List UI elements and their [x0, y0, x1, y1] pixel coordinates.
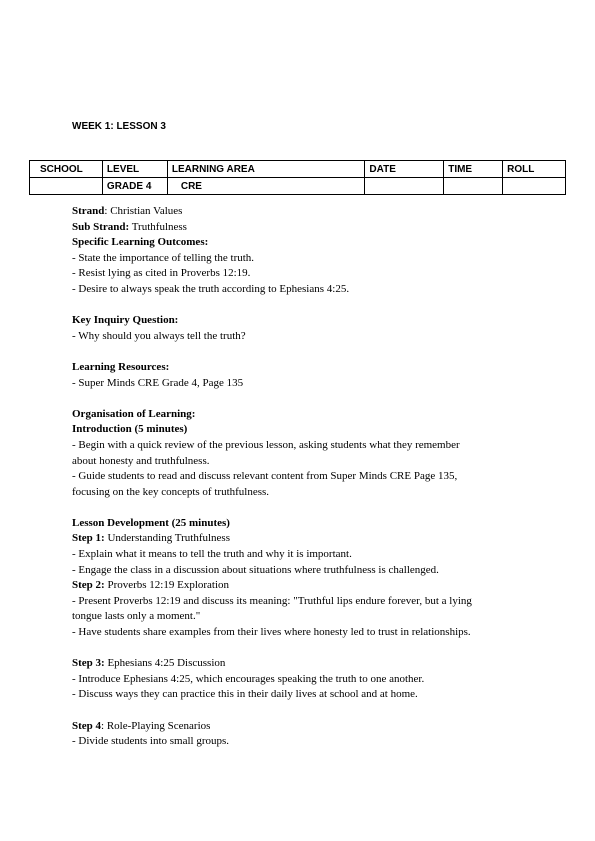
list-item: - Begin with a quick review of the previous lesson, asking students what they remember [72, 438, 460, 451]
list-item: - Desire to always speak the truth according to Ephesians 4:25. [72, 282, 350, 295]
list-item: - Guide students to read and discuss relevant content from Super Minds CRE Page 135, [72, 470, 458, 483]
strand-label: Strand [72, 205, 105, 217]
step-1-heading [72, 531, 532, 547]
table-header-row [30, 161, 566, 178]
list-item: - Discuss ways they can practice this in their daily lives at school and at home. [72, 688, 418, 701]
list-item: - Engage the class in a discussion about situations where truthfulness is challenged. [72, 563, 439, 576]
introduction-heading-text: Introduction (5 minutes) [72, 423, 188, 436]
table-cell: CRE [167, 178, 365, 195]
step-label: Step 2: [72, 579, 105, 592]
list-item: - Resist lying as cited in Proverbs 12:19. [72, 267, 251, 280]
table-cell [30, 178, 103, 195]
list-item: - Explain what it means to tell the truth and why it is important. [72, 548, 352, 561]
list-item: - Divide students into small groups. [72, 735, 230, 748]
development-heading-text: Lesson Development (25 minutes) [72, 516, 230, 529]
lesson-info-table [29, 160, 566, 195]
table-cell: GRADE 4 [102, 178, 167, 195]
resources-heading [72, 360, 532, 376]
resources-heading-text: Learning Resources: [72, 360, 170, 373]
list-item: - Have students share examples from their lives where honesty led to trust in relationships. [72, 626, 471, 639]
list-item: focusing on the key concepts of truthfulness. [72, 485, 270, 498]
step-title: Ephesians 4:25 Discussion [104, 657, 226, 670]
list-item: - Introduce Ephesians 4:25, which encourages speaking the truth to one another. [72, 672, 425, 685]
list-item: - Present Proverbs 12:19 and discuss its meaning: "Truthful lips endure forever, but a lying [72, 594, 472, 607]
step-4-heading [72, 719, 532, 735]
inquiry-heading [72, 313, 532, 329]
sub-strand-value: Truthfulness [129, 220, 187, 233]
step-2-heading [72, 578, 532, 594]
step-title: : Role-Playing Scenarios [101, 719, 211, 732]
development-heading [72, 516, 532, 532]
list-item: - Why should you always tell the truth? [72, 329, 246, 342]
list-item: - State the importance of telling the truth. [72, 251, 255, 264]
page-title: WEEK 1: LESSON 3 [72, 121, 166, 132]
step-label: Step 1: [72, 532, 105, 545]
table-header-cell: TIME [444, 161, 503, 178]
sub-strand-line [72, 220, 532, 236]
table-cell [365, 178, 444, 195]
table-header-cell: SCHOOL [30, 161, 103, 178]
table-header-cell: LEVEL [102, 161, 167, 178]
step-3-heading [72, 656, 532, 672]
step-title: Proverbs 12:19 Exploration [104, 579, 230, 592]
organisation-heading-text: Organisation of Learning: [72, 407, 196, 420]
step-title: Understanding Truthfulness [104, 532, 230, 545]
list-item: - Super Minds CRE Grade 4, Page 135 [72, 376, 244, 389]
outcomes-heading [72, 235, 532, 251]
table-header-cell: LEARNING AREA [167, 161, 365, 178]
table-header-cell: ROLL [503, 161, 566, 178]
sub-strand-label: Sub Strand: [72, 220, 130, 233]
table-cell [503, 178, 566, 195]
introduction-heading [72, 422, 532, 438]
outcomes-heading-text: Specific Learning Outcomes: [72, 236, 209, 249]
strand-value: : Christian Values [104, 205, 183, 217]
step-label: Step 4 [72, 719, 102, 732]
inquiry-heading-text: Key Inquiry Question: [72, 314, 179, 327]
strand-line [72, 204, 532, 220]
lesson-content [72, 204, 532, 750]
step-label: Step 3: [72, 657, 105, 670]
table-row [30, 178, 566, 195]
table-header-cell: DATE [365, 161, 444, 178]
list-item: about honesty and truthfulness. [72, 454, 210, 467]
list-item: tongue lasts only a moment." [72, 610, 201, 623]
table-cell [444, 178, 503, 195]
organisation-heading [72, 407, 532, 423]
